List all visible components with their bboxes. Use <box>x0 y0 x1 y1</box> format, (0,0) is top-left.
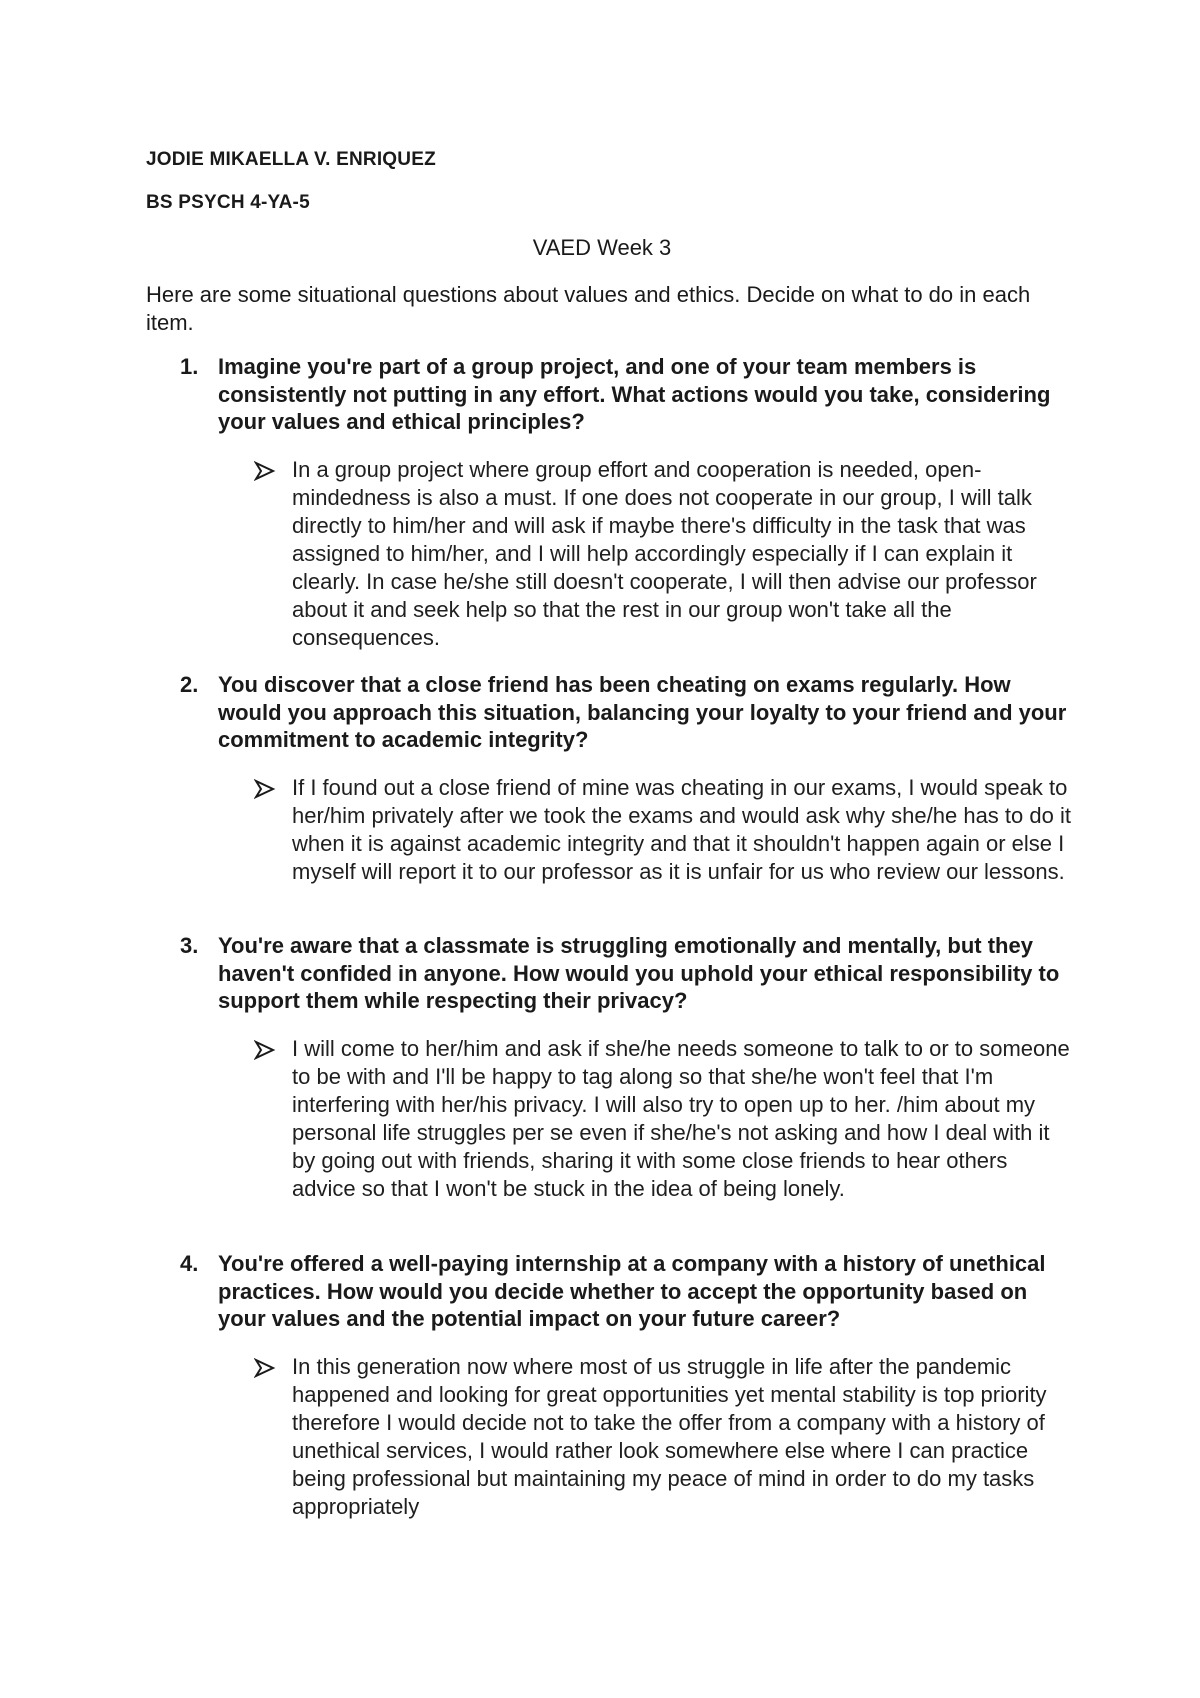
answer-text: I will come to her/him and ask if she/he needs someone to talk to or to someone to be with and I'll be happy to tag along so that she/he won't feel that I'm interfering with her/his privacy. I will also try to open up to her. /him about my personal life struggles per se even if she/he's not asking and how I deal with it by going out with friends, sharing it with some close friends to hear others advice so that I won't be stuck in the idea of being lonely. <box>292 1035 1070 1201</box>
author-name: JODIE MIKAELLA V. ENRIQUEZ <box>146 149 436 170</box>
question-number: 1. <box>180 354 199 379</box>
answer-text: If I found out a close friend of mine was cheating in our exams, I would speak to her/him privately after we took the exams and would ask why she/he has to do it when it is against academic integrity and that it shouldn't happen again or else I myself will report it to our professor as it is unfair for us who review our lessons. <box>292 774 1071 884</box>
course-section: BS PSYCH 4-YA-5 <box>146 192 310 213</box>
answer <box>146 1353 1076 1521</box>
arrow-bullet-icon <box>254 1357 276 1379</box>
question-text: You discover that a close friend has been cheating on exams regularly. How would you approach this situation, balancing your loyalty to your friend and your commitment to academic integrity? <box>218 672 1067 752</box>
question <box>146 932 1076 1015</box>
answer <box>146 774 1076 886</box>
answer-text: In this generation now where most of us struggle in life after the pandemic happened and looking for great opportunities yet mental stability is top priority therefore I would decide not to take the offer from a company with a history of unethical services, I would rather look somewhere else where I can practice being professional but maintaining my peace of mind in order to do my tasks appropriately <box>292 1353 1047 1519</box>
arrow-bullet-icon <box>254 460 276 482</box>
question-number: 4. <box>180 1251 199 1276</box>
qa-item-3 <box>146 932 1076 1203</box>
intro-paragraph: Here are some situational questions about values and ethics. Decide on what to do in each item. <box>146 282 1031 335</box>
answer-text: In a group project where group effort and cooperation is needed, open-mindedness is also a must. If one does not cooperate in our group, I will talk directly to him/her and will ask if maybe there's difficulty in the task that was assigned to him/her, and I will help accordingly especially if I can explain it clearly. In case he/she still doesn't cooperate, I will then advise our professor about it and seek help so that the rest in our group won't take all the consequences. <box>292 456 1037 650</box>
question <box>146 353 1076 436</box>
answer <box>146 456 1076 652</box>
arrow-bullet-icon <box>254 778 276 800</box>
question-number: 2. <box>180 672 199 697</box>
question-text: You're offered a well-paying internship at a company with a history of unethical practices. How would you decide whether to accept the opportunity based on your values and the potential impact on your future career? <box>218 1251 1046 1331</box>
document-title: VAED Week 3 <box>532 235 672 260</box>
qa-item-1 <box>146 353 1076 652</box>
answer <box>146 1035 1076 1203</box>
arrow-bullet-icon <box>254 1039 276 1061</box>
question <box>146 671 1076 754</box>
question <box>146 1250 1076 1333</box>
qa-item-2 <box>146 671 1076 886</box>
question-text: You're aware that a classmate is struggling emotionally and mentally, but they haven't confided in anyone. How would you uphold your ethical responsibility to support them while respecting their privacy? <box>218 933 1060 1013</box>
question-text: Imagine you're part of a group project, and one of your team members is consistently not putting in any effort. What actions would you take, considering your values and ethical principles? <box>218 354 1051 434</box>
qa-item-4 <box>146 1250 1076 1521</box>
question-number: 3. <box>180 933 199 958</box>
